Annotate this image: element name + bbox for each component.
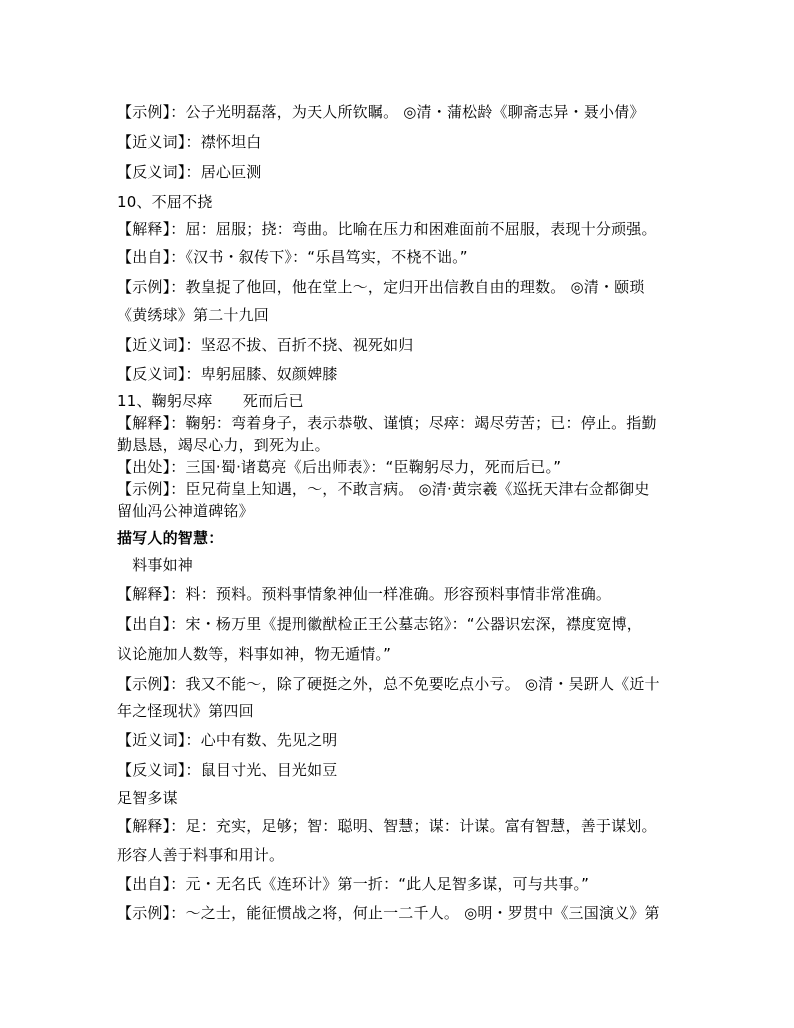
text-line: 【解释】：屈：屈服；挠：弯曲。比喻在压力和困难面前不屈服，表现十分顽强。 — [117, 220, 657, 238]
text-line: 【出自】：元・无名氏《连环计》第一折：“此人足智多谋，可与共事。” — [117, 875, 590, 893]
text-line: 勤恳恳，竭尽心力，到死为止。 — [117, 436, 330, 454]
text-line: 【示例】：教皇捉了他回，他在堂上～，定归开出信教自由的理数。 ◎清・颐琐 — [117, 278, 645, 296]
text-line: 【近义词】：心中有数、先见之明 — [117, 731, 338, 749]
text-line: 留仙冯公神道碑铭》 — [117, 502, 254, 520]
text-line: 《黄绣球》第二十九回 — [117, 306, 270, 324]
text-line: 【反义词】：居心叵测 — [117, 163, 262, 181]
text-line: 【示例】：～之士，能征惯战之将，何止一二千人。 ◎明・罗贯中《三国演义》第 — [117, 904, 660, 922]
text-line: 【示例】：臣兄荷皇上知遇，～，不敢言病。 ◎清·黄宗羲《巡抚天津右佥都御史 — [117, 480, 650, 498]
text-line: 【示例】：我又不能～，除了硬挺之外，总不免要吃点小亏。 ◎清・吴趼人《近十 — [117, 675, 660, 693]
text-line: 【解释】：足：充实，足够；智：聪明、智慧；谋：计谋。富有智慧，善于谋划。 — [117, 817, 657, 835]
text-line: 【解释】：鞠躬：弯着身子，表示恭敬、谨慎；尽瘁：竭尽劳苦；已：停止。指勤 — [117, 414, 657, 432]
text-line: 【反义词】：卑躬屈膝、奴颜婢膝 — [117, 365, 338, 383]
entry-heading: 料事如神 — [117, 556, 194, 574]
text-line: 形容人善于料事和用计。 — [117, 846, 285, 864]
entry-heading: 11、鞠躬尽瘁 死而后已 — [117, 392, 304, 410]
text-line: 【近义词】：坚忍不拔、百折不挠、视死如归 — [117, 336, 414, 354]
text-line: 【反义词】：鼠目寸光、目光如豆 — [117, 761, 338, 779]
text-line: 【解释】：料：预料。预料事情象神仙一样准确。形容预料事情非常准确。 — [117, 585, 612, 603]
text-line: 【近义词】：襟怀坦白 — [117, 133, 262, 151]
text-line: 年之怪现状》第四回 — [117, 702, 254, 720]
entry-heading: 10、不屈不挠 — [117, 193, 213, 211]
entry-heading: 足智多谋 — [117, 789, 178, 807]
section-heading: 描写人的智慧： — [117, 529, 224, 547]
text-line: 【出处】：三国·蜀·诸葛亮《后出师表》：“臣鞠躬尽力，死而后已。” — [117, 458, 562, 476]
text-line: 议论施加人数等，料事如神，物无遁情。” — [117, 645, 392, 663]
text-line: 【出自】：《汉书・叙传下》：“乐昌笃实，不桡不诎。” — [117, 248, 468, 266]
text-line: 【出自】：宋・杨万里《提刑徽猷检正王公墓志铭》：“公器识宏深，襟度宽博， — [117, 615, 642, 633]
text-line: 【示例】：公子光明磊落，为天人所钦瞩。 ◎清・蒲松龄《聊斋志异・聂小倩》 — [117, 103, 645, 121]
